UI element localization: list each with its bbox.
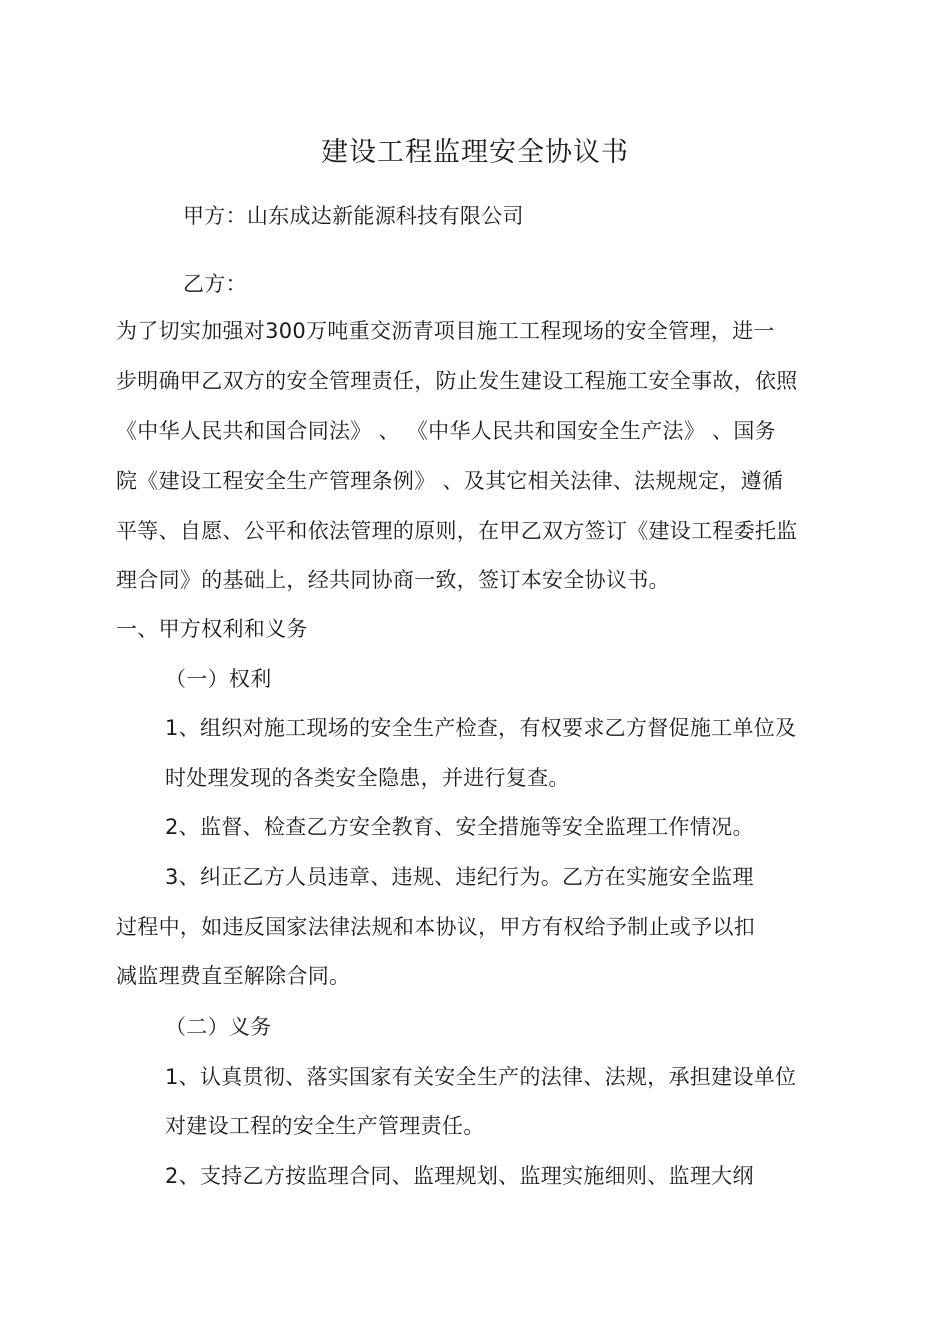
rights-heading: （一）权利 (165, 667, 272, 691)
duties-item-2: 2、支持乙方按监理合同、监理规划、监理实施细则、监理大纲 (165, 1164, 754, 1188)
rights-item-2: 2、监督、检查乙方安全教育、安全措施等安全监理工作情况。 (165, 815, 754, 839)
intro-line-5: 平等、自愿、公平和依法管理的原则，在甲乙双方签订《建设工程委托监 (116, 519, 798, 543)
duties-item-1b: 对建设工程的安全生产管理责任。 (165, 1114, 485, 1138)
rights-item-3a: 3、纠正乙方人员违章、违规、违纪行为。乙方在实施安全监理 (165, 865, 754, 889)
rights-item-3b: 过程中，如违反国家法律法规和本协议，甲方有权给予制止或予以扣 (116, 915, 755, 939)
rights-item-3c: 减监理费直至解除合同。 (116, 964, 351, 988)
intro-line-3: 《中华人民共和国合同法》 、 《中华人民共和国安全生产法》 、国务 (116, 419, 776, 443)
intro-line-2: 步明确甲乙双方的安全管理责任，防止发生建设工程施工安全事故，依照 (116, 369, 798, 393)
intro-line-6: 理合同》的基础上，经共同协商一致，签订本安全协议书。 (116, 568, 670, 592)
duties-heading: （二）义务 (165, 1015, 272, 1039)
rights-item-1a: 1、组织对施工现场的安全生产检查，有权要求乙方督促施工单位及 (165, 716, 797, 740)
document-title: 建设工程监理安全协议书 (321, 137, 629, 168)
party-b-line: 乙方： (183, 272, 247, 296)
intro-line-1: 为了切实加强对300万吨重交沥青项目施工工程现场的安全管理，进一 (116, 319, 775, 343)
party-a-line: 甲方：山东成达新能源科技有限公司 (183, 204, 524, 228)
rights-item-1b: 时处理发现的各类安全隐患，并进行复查。 (165, 766, 570, 790)
section-1-heading: 一、甲方权利和义务 (116, 617, 308, 641)
duties-item-1a: 1、认真贯彻、落实国家有关安全生产的法律、法规，承担建设单位 (165, 1065, 797, 1089)
intro-line-4: 院《建设工程安全生产管理条例》 、及其它相关法律、法规规定，遵循 (116, 469, 784, 493)
